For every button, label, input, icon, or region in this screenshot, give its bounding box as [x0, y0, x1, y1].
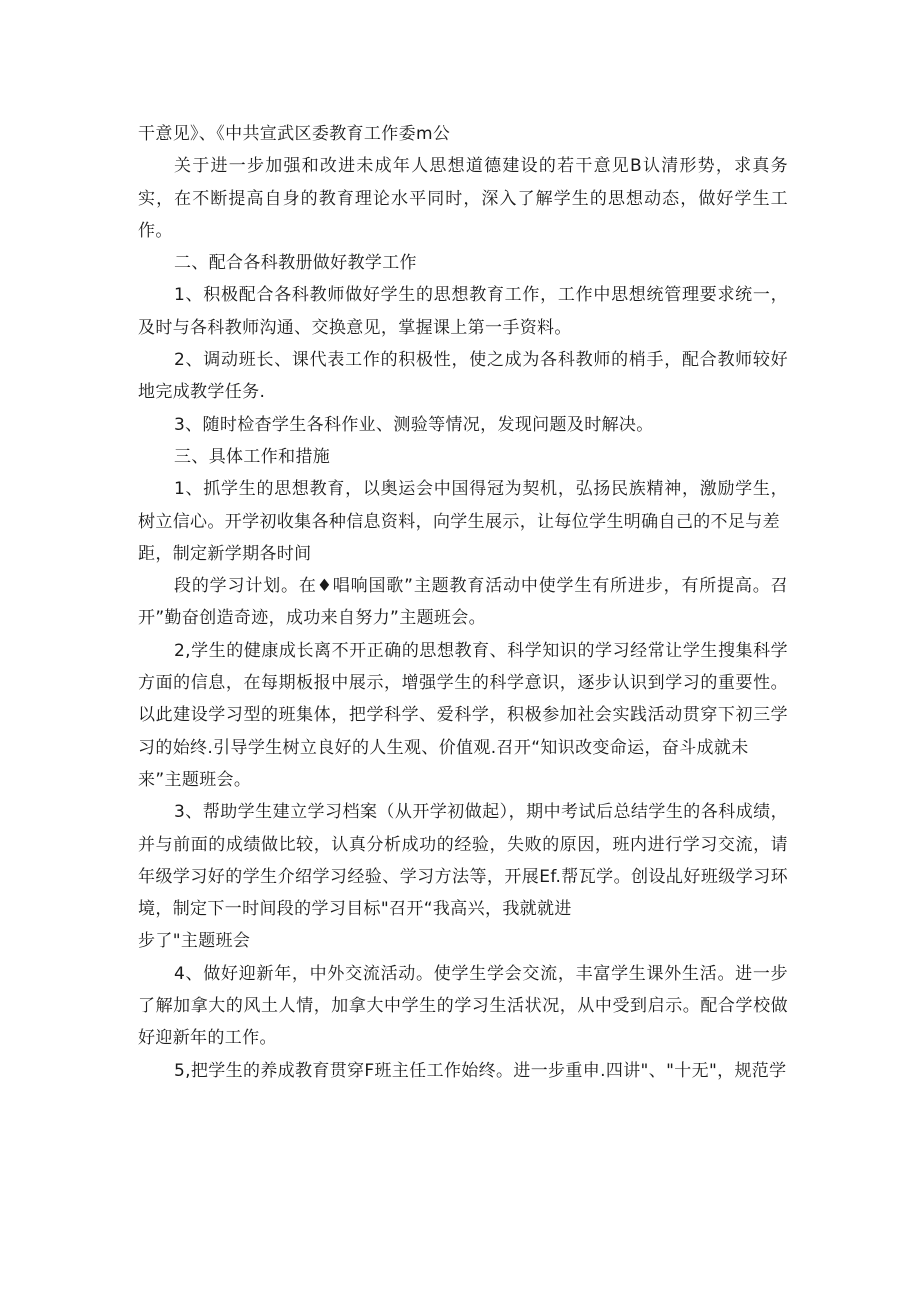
paragraph-3-4: 4、做好迎新年，中外交流活动。使学生学会交流，丰富学生课外生活。进一步了解加拿大的风土人情，加拿大中学生的学习生活状况，从中受到启示。配合学校做好迎新年的工作。 — [138, 963, 788, 1049]
paragraph-3-3a: 3、帮助学生建立学习档案（从开学初做起），期中考试后总结学生的各科成绩，并与前面的成绩做比较，认真分析成功的经验，失败的原因，班内进行学习交流，请年级学习好的学生介绍学习经验、学习方法等，开展Ef.帮瓦学。创设乩好班级学习环境，制定下一时间段的学习目标"召开“我高兴，我就就进 — [138, 802, 788, 920]
section-heading-3: 三、具体工作和措施 — [174, 446, 331, 467]
paragraph-2-2: 2、调动班长、课代表工作的积极性，使之成为各科教师的梢手，配合教师较好地完成教学任务. — [138, 350, 788, 403]
paragraph-continuation: 干意见》、《中共宣武区委教育工作委m公 — [138, 124, 451, 144]
paragraph-2-1: 1、积极配合各科教师做好学生的思想教育工作，工作中思想统管理要求统一，及时与各科教师沟通、交换意见，掌握课上第一手资料。 — [138, 285, 788, 338]
section-heading-2: 二、配合各科教册做好教学工作 — [174, 253, 417, 274]
paragraph-2-3: 3、随时检杳学生各科作业、测验等情况，发现问题及时解决。 — [174, 414, 654, 435]
document-body — [138, 118, 788, 1087]
paragraph-3-3b: 步了"主题班会 — [138, 931, 251, 952]
paragraph-3-2a: 2,学生的健康成长离不开正确的思想教育、科学知识的学习经常让学生搜集科学方面的信息，在每期板报中展示，增强学生的科学意识，逐步认识到学习的重要性。以此建设学习型的班集体，把学科学、爱科学，积极参加社会实践活动贯穿下初三学习的始终.引导学生树立良好的人生观、价值观.召开“知识改变命运，奋斗成就未 — [138, 640, 788, 758]
paragraph-3-1c: 段的学习计划。在♦唱响国歌”主题教育活动中使学生有所进步，有所提高。召开”勤奋创造奇迹，成功来自努力”主题班会。 — [138, 576, 788, 629]
paragraph-3-1b: 距，制定新学期各时间 — [138, 543, 312, 564]
paragraph-intro: 关于进一步加强和改进未成年人思想道德建设的若干意见B认清形势，求真务实，在不断提高自身的教育理论水平同时，深入了解学生的思想动态，做好学生工作。 — [138, 156, 788, 241]
paragraph-3-2b: 来”主题班会。 — [138, 769, 252, 790]
paragraph-3-1a: 1、抓学生的思想教育，以奥运会中国得冠为契机，弘扬民族精神，激励学生，树立信心。开学初收集各种信息资料，向学生展示，让每位学生明确自己的不足与差 — [138, 479, 788, 532]
paragraph-3-5: 5,把学生的养成教育贯穿F班主任工作始终。进一步重申.四讲"、"十无"，规范学 — [174, 1060, 787, 1081]
